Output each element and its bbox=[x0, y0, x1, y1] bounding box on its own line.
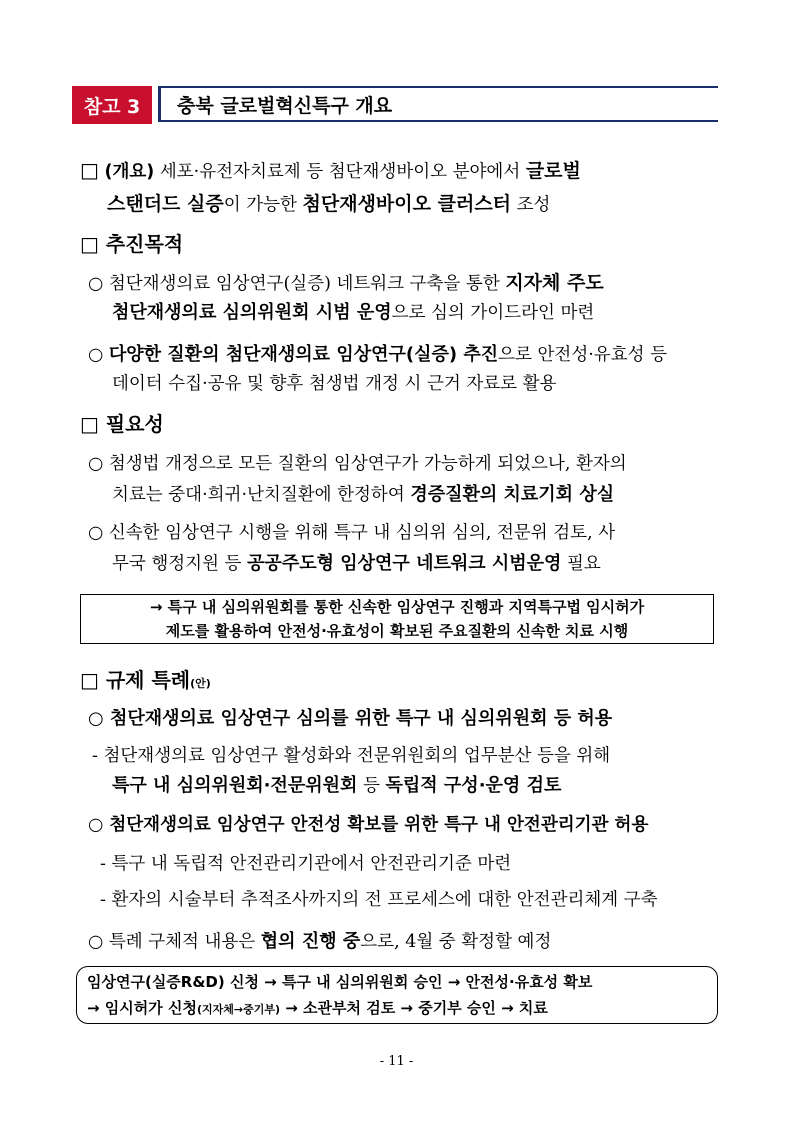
flow-line-2-text-2: → 소관부처 검토 → 중기부 승인 → 치료 bbox=[285, 999, 548, 1017]
reference-badge: 참고 3 bbox=[72, 86, 152, 124]
purpose-item-2-text: 으로 안전성·유효성 등 bbox=[498, 345, 667, 365]
regulation-item-3-bold: 협의 진행 중 bbox=[260, 931, 361, 952]
flow-line-2-small: (지자체→중기부) bbox=[196, 1003, 280, 1016]
purpose-item-1-bold: 지자체 주도 bbox=[505, 272, 604, 294]
necessity-item-1-text: 치료는 중대·희귀·난치질환에 한정하여 bbox=[112, 485, 405, 505]
necessity-item-2-line-2 bbox=[112, 549, 793, 575]
purpose-item-2-line-1 bbox=[88, 340, 793, 366]
page-number: - 11 - bbox=[379, 1054, 414, 1069]
overview-line-2 bbox=[107, 189, 793, 216]
regulation-item-1-sub-bold-2: 독립적 구성·운영 검토 bbox=[385, 775, 562, 796]
necessity-item-1-line-2 bbox=[112, 480, 793, 506]
necessity-item-2-text: 무국 행정지원 등 bbox=[112, 554, 242, 574]
regulation-item-2-sub-1: - 특구 내 독립적 안전관리기관에서 안전관리기준 마련 bbox=[100, 854, 512, 874]
purpose-item-2-line-2: 데이터 수집·공유 및 향후 첨생법 개정 시 근거 자료로 활용 bbox=[112, 374, 557, 394]
overview-bold-1: 글로벌 bbox=[525, 160, 581, 182]
regulation-item-1-sub-bold: 특구 내 심의위원회·전문위원회 bbox=[112, 775, 358, 796]
flow-line-1: 임상연구(실증R&D) 신청 → 특구 내 심의위원회 승인 → 안전성·유효성 확보 bbox=[87, 973, 593, 991]
overview-text-2: 이 가능한 bbox=[223, 195, 297, 215]
necessity-item-2-text-2: 필요 bbox=[567, 554, 601, 574]
overview-line-1 bbox=[80, 156, 793, 183]
necessity-item-2-bold: 공공주도형 임상연구 네트워크 시범운영 bbox=[247, 553, 562, 574]
title-bar bbox=[72, 86, 718, 124]
overview-text-3: 조성 bbox=[516, 195, 551, 215]
overview-bold-2: 스탠더드 실증 bbox=[107, 193, 224, 215]
necessity-item-2-line-1: ○ 신속한 임상연구 시행을 위해 특구 내 심의위 심의, 전문위 검토, 사 bbox=[88, 523, 616, 543]
overview-text-1: 세포·유전자치료제 등 첨단재생바이오 분야에서 bbox=[159, 162, 521, 182]
overview-label: (개요) bbox=[104, 162, 155, 182]
regulation-item-1-sub-line-1: - 첨단재생의료 임상연구 활성화와 전문위원회의 업무분산 등을 위해 bbox=[92, 746, 611, 766]
regulation-item-1-sub-text: 등 bbox=[363, 776, 380, 796]
page-title: 충북 글로벌혁신특구 개요 bbox=[158, 86, 718, 122]
purpose-item-1-text: ○ 첨단재생의료 임상연구(실증) 네트워크 구축을 통한 bbox=[88, 274, 500, 294]
regulation-item-3-text-2: 으로, 4월 중 확정할 예정 bbox=[360, 932, 552, 952]
process-flow-box bbox=[76, 966, 718, 1024]
overview-marker: □ bbox=[80, 158, 99, 182]
flow-line-2-text: → 임시허가 신청 bbox=[87, 999, 197, 1017]
regulation-item-3 bbox=[88, 927, 793, 953]
necessity-item-1-line-1: ○ 첨생법 개정으로 모든 질환의 임상연구가 가능하게 되었으나, 환자의 bbox=[88, 454, 627, 474]
summary-box-line-2: 제도를 활용하여 안전성·유효성이 확보된 주요질환의 신속한 치료 시행 bbox=[165, 622, 629, 640]
regulation-item-1-sub-line-2 bbox=[112, 771, 793, 797]
regulation-item-1 bbox=[88, 704, 793, 730]
purpose-item-2-bold: 다양한 질환의 첨단재생의료 임상연구(실증) 추진 bbox=[108, 344, 499, 365]
purpose-item-2-marker: ○ bbox=[88, 345, 104, 365]
purpose-item-1-text-2: 으로 심의 가이드라인 마련 bbox=[391, 303, 595, 323]
flow-line-2 bbox=[87, 995, 717, 1023]
regulation-item-2-text: ○ 첨단재생의료 임상연구 안전성 확보를 위한 특구 내 안전관리기관 허용 bbox=[88, 815, 649, 835]
purpose-heading: □ 추진목적 bbox=[80, 232, 184, 256]
necessity-summary-box bbox=[80, 594, 714, 644]
purpose-item-1-line-2 bbox=[112, 298, 793, 324]
regulation-item-2-sub-2: - 환자의 시술부터 추적조사까지의 전 프로세스에 대한 안전관리체계 구축 bbox=[100, 890, 658, 910]
necessity-heading: □ 필요성 bbox=[80, 412, 164, 436]
regulation-item-3-text: ○ 특례 구체적 내용은 bbox=[88, 932, 256, 952]
regulation-heading-text: □ 규제 특례 bbox=[80, 668, 191, 692]
regulation-heading-suffix: (안) bbox=[190, 677, 211, 690]
overview-bold-3: 첨단재생바이오 클러스터 bbox=[302, 193, 512, 215]
necessity-item-1-bold: 경증질환의 치료기회 상실 bbox=[410, 484, 615, 505]
summary-box-line-1: → 특구 내 심의위원회를 통한 신속한 임상연구 진행과 지역특구법 임시허가 bbox=[149, 598, 645, 616]
regulation-heading bbox=[80, 664, 793, 693]
purpose-item-1-bold-2: 첨단재생의료 심의위원회 시범 운영 bbox=[112, 302, 392, 323]
purpose-item-1-line-1 bbox=[88, 268, 793, 295]
regulation-item-1-text: ○ 첨단재생의료 임상연구 심의를 위한 특구 내 심의위원회 등 허용 bbox=[88, 708, 613, 729]
regulation-item-2 bbox=[88, 811, 793, 836]
